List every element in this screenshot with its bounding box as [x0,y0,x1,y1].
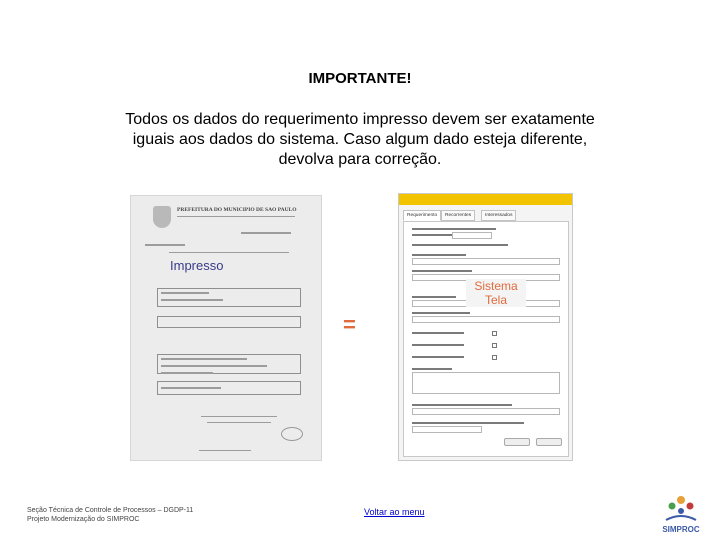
doc-line [161,358,247,360]
form-field [412,258,560,265]
doc-line [161,387,221,389]
doc-line [161,365,267,367]
form-field [452,232,492,239]
form-label-line [412,244,508,246]
doc-field-box [157,288,301,307]
form-label-line [412,254,466,256]
doc-line [207,422,271,423]
back-to-menu-link[interactable]: Voltar ao menu [364,507,425,517]
doc-line [241,232,291,234]
doc-field-box [157,354,301,374]
form-field [412,426,482,433]
form-label-line [412,356,464,358]
doc-line [161,372,213,374]
form-label-line [412,404,512,406]
logo-text: SIMPROC [662,525,700,534]
form-label-line [412,312,470,314]
system-screen-image [398,193,573,461]
doc-line [177,216,295,217]
tab-requerimento: Requerimento [403,210,441,221]
form-label-line [412,422,524,424]
form-textarea [412,372,560,394]
doc-line [201,416,277,417]
checkbox-icon [492,343,497,348]
doc-line [161,299,223,301]
footer-line-2: Projeto Modernização do SIMPROC [27,516,140,523]
instruction-text: Todos os dados do requerimento impresso devem ser exatamente iguais aos dados do sistema. Caso algum dado esteja diferente, devolva para correção. [125,111,595,168]
system-label: Sistema Tela [466,279,526,307]
form-button [536,438,562,446]
form-label-line [412,228,496,230]
equals-sign: = [343,312,356,337]
form-field [412,408,560,415]
form-label-line [412,296,456,298]
simproc-logo [652,494,710,534]
printed-document-image [130,195,322,461]
printed-label: Impresso [166,258,227,273]
checkbox-icon [492,355,497,360]
form-label-line [412,368,452,370]
form-label-line [412,344,464,346]
doc-line [161,292,209,294]
doc-line [199,450,251,451]
coat-of-arms-icon [153,206,171,228]
form-label-line [412,270,472,272]
checkbox-icon [492,331,497,336]
footer-line-1: Seção Técnica de Controle de Processos – DGDP-11 [27,507,194,514]
form-label-line [412,234,454,236]
form-field [412,316,560,323]
tab-recorrentes: Recorrentes [441,210,475,221]
system-title-bar [399,194,572,205]
form-label-line [412,332,464,334]
doc-line [169,252,289,253]
form-button [504,438,530,446]
tab-interessados: Interessados [481,210,516,221]
printed-document-header: PREFEITURA DO MUNICIPIO DE SAO PAULO [177,207,297,213]
footer-credits [27,506,193,524]
page-heading: IMPORTANTE! [308,70,412,87]
system-form-panel [403,221,569,457]
stamp-icon [281,427,303,441]
doc-line [145,244,185,246]
simproc-logo-icon [652,494,710,524]
doc-field-box [157,316,301,328]
